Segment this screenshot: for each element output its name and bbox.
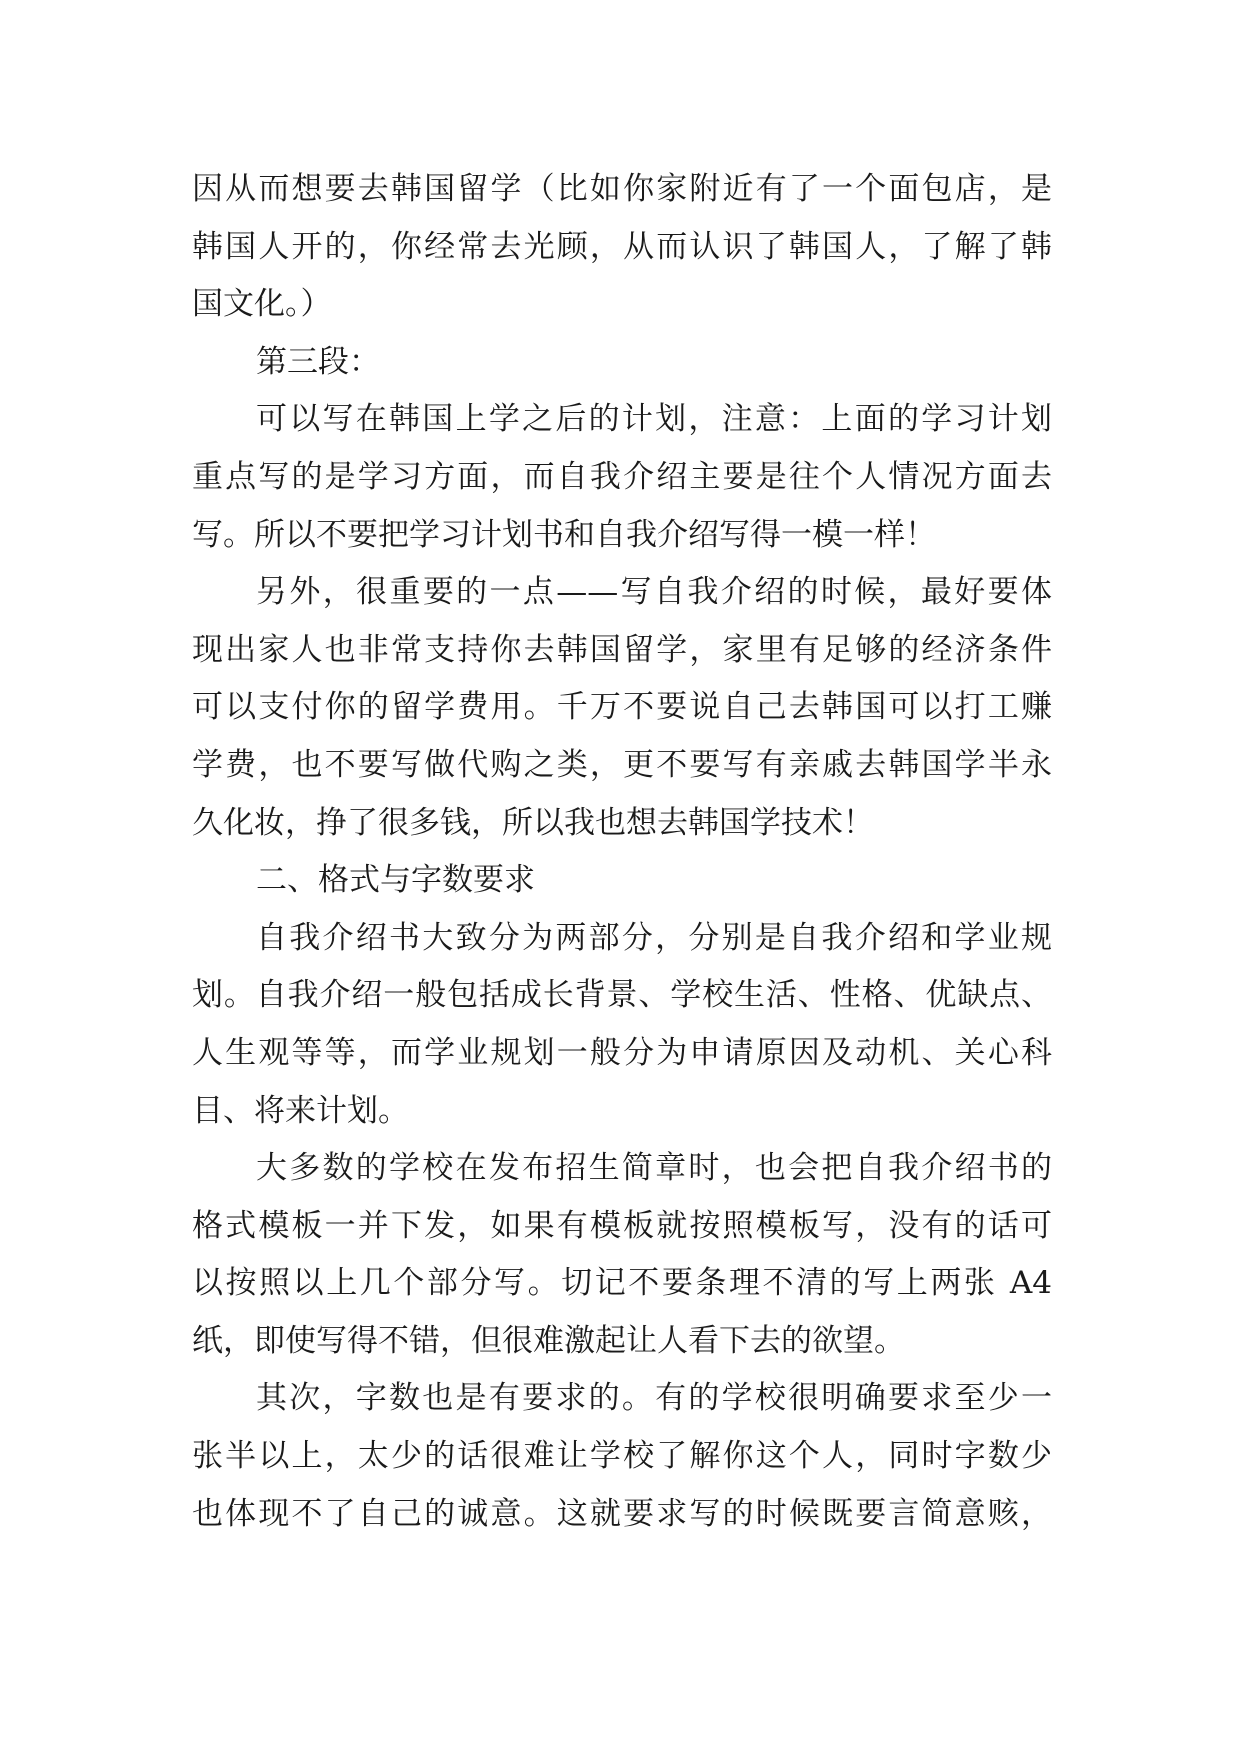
body-text [192,161,1052,1543]
text-line: 划。自我介绍一般包括成长背景、学校生活、性格、优缺点、 [192,977,1052,1014]
text-line: 久化妆，挣了很多钱，所以我也想去韩国学技术！ [192,804,874,841]
text-line: 自我介绍书大致分为两部分，分别是自我介绍和学业规 [256,919,1052,956]
text-line: 也体现不了自己的诚意。这就要求写的时候既要言简意赅， [192,1495,1052,1532]
text-line: 写。所以不要把学习计划书和自我介绍写得一模一样！ [192,516,936,553]
text-line: 大多数的学校在发布招生简章时，也会把自我介绍书的 [256,1150,1052,1187]
text-line: 韩国人开的，你经常去光顾，从而认识了韩国人，了解了韩 [192,228,1052,265]
text-line: 张半以上，太少的话很难让学校了解你这个人，同时字数少 [192,1438,1052,1475]
text-line: 重点写的是学习方面，而自我介绍主要是往个人情况方面去 [192,458,1052,495]
text-line: 国文化。） [192,286,332,323]
text-line: 现出家人也非常支持你去韩国留学，家里有足够的经济条件 [192,631,1052,668]
text-line: 以按照以上几个部分写。切记不要条理不清的写上两张 A4 [192,1265,1052,1302]
text-line: 格式模板一并下发，如果有模板就按照模板写，没有的话可 [192,1207,1052,1244]
text-line: 第三段： [256,343,380,380]
text-line: 二、格式与字数要求 [256,862,535,899]
text-line: 因从而想要去韩国留学（比如你家附近有了一个面包店，是 [192,171,1052,207]
text-line: 人生观等等，而学业规划一般分为申请原因及动机、关心科 [192,1034,1052,1071]
text-line: 纸，即使写得不错，但很难激起让人看下去的欲望。 [192,1322,905,1359]
text-line: 学费，也不要写做代购之类，更不要写有亲戚去韩国学半永 [192,746,1052,783]
text-line: 其次，字数也是有要求的。有的学校很明确要求至少一 [256,1380,1052,1417]
text-line: 可以支付你的留学费用。千万不要说自己去韩国可以打工赚 [192,689,1052,726]
text-line: 可以写在韩国上学之后的计划，注意：上面的学习计划 [256,401,1052,438]
text-line: 另外，很重要的一点——写自我介绍的时候，最好要体 [256,574,1052,611]
text-line: 目、将来计划。 [192,1092,409,1129]
